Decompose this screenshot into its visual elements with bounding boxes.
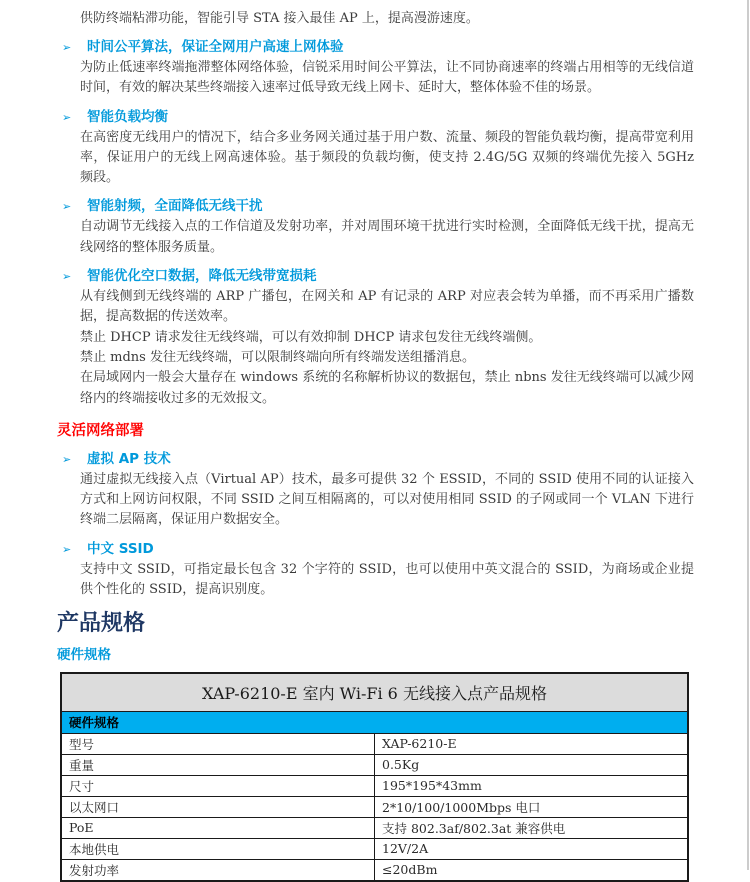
bullet-arrow-icon: ➢ [62,200,72,214]
spec-table-group-row [61,711,688,733]
spec-row-label: 重量 [61,754,375,775]
page-right-edge-divider [747,0,749,870]
bullet-arrow-icon: ➢ [62,41,72,54]
feature-heading [62,37,750,57]
feature-item-virtual-ap [0,449,750,531]
spec-row-value: 0.5Kg [375,754,689,775]
spec-row-value: 195*195*43mm [375,775,689,796]
spec-row-label: PoE [61,817,375,838]
spec-row-label: 发射功率 [61,859,375,881]
feature-item-load-balancing [0,107,750,189]
spec-table-title: XAP-6210-E 室内 Wi-Fi 6 无线接入点产品规格 [61,673,688,711]
subsection-heading-hardware-spec: 硬件规格 [57,647,111,664]
spec-row-value: 支持 802.3af/802.3at 兼容供电 [375,817,689,838]
table-row-weight [61,754,688,775]
table-row-dimensions [61,775,688,796]
spec-row-label: 以太网口 [61,796,375,817]
feature-heading [62,196,750,216]
feature-paragraph: 禁止 mdns 发往无线终端，可以限制终端向所有终端发送组播消息。 [80,349,475,365]
table-row-tx-power [61,859,688,881]
feature-item-smart-rf [0,196,750,258]
table-row-local-power [61,838,688,859]
feature-heading [62,107,750,127]
bullet-arrow-icon: ➢ [62,270,72,284]
feature-title: 智能优化空口数据，降低无线带宽损耗 [87,268,317,285]
feature-title: 时间公平算法，保证全网用户高速上网体验 [87,39,344,55]
spec-table-title-row [61,673,688,711]
feature-title: 智能负载均衡 [87,108,168,125]
spec-row-label: 本地供电 [61,838,375,859]
feature-paragraph: 自动调节无线接入点的工作信道及发射功率，并对周围环境干扰进行实时检测，全面降低无线干扰，提高无线网络的整体服务质量。 [80,219,694,255]
bullet-arrow-icon: ➢ [62,542,72,556]
feature-paragraph: 禁止 DHCP 请求发往无线终端，可以有效抑制 DHCP 请求包发往无线终端侧。 [80,329,542,345]
bullet-arrow-icon: ➢ [62,110,72,124]
table-row-poe [61,817,688,838]
spec-row-label: 尺寸 [61,775,375,796]
feature-heading [62,539,750,559]
feature-paragraph: 通过虚拟无线接入点（Virtual AP）技术，最多可提供 32 个 ESSID，不同的 SSID 使用不同的认证接入方式和上网访问权限，不同 SSID 之间互相隔离的，可以对使用相同 SSID 的子网或同一个 VLAN 下进行终端二层隔离，保证用户数据安全。 [80,471,694,528]
bullet-arrow-icon: ➢ [62,452,72,466]
intro-paragraph: 供防终端粘滞功能，智能引导 STA 接入最佳 AP 上，提高漫游速度。 [80,11,479,26]
spec-table-group-header: 硬件规格 [61,711,688,733]
spec-row-value: ≤20dBm [375,859,689,881]
table-row-model [61,733,688,754]
feature-heading [62,266,750,286]
spec-row-value: XAP-6210-E [375,733,689,754]
spec-row-value: 12V/2A [375,838,689,859]
feature-item-time-fair-algorithm [0,37,750,99]
table-row-ethernet [61,796,688,817]
feature-item-air-interface-optimization [0,266,750,409]
page-heading-product-spec: 产品规格 [57,611,146,637]
feature-heading [62,449,750,469]
spec-row-label: 型号 [61,733,375,754]
spec-table [60,672,689,882]
feature-title: 虚拟 AP 技术 [87,450,171,467]
feature-paragraph: 为防止低速率终端拖滞整体网络体验，信锐采用时间公平算法，让不同协商速率的终端占用相等的无线信道时间，有效的解决某些终端接入速率过低导致无线上网卡、延时大，整体体验不佳的场景。 [80,60,694,96]
feature-paragraph: 在局域网内一般会大量存在 windows 系统的名称解析协议的数据包，禁止 nbns 发往无线终端可以减少网络内的终端接收过多的无效报文。 [80,370,694,406]
section-heading-flexible-deployment: 灵活网络部署 [57,422,144,439]
feature-title: 智能射频，全面降低无线干扰 [87,198,263,215]
feature-paragraph: 支持中文 SSID，可指定最长包含 32 个字符的 SSID，也可以使用中英文混合的 SSID，为商场或企业提供个性化的 SSID，提高识别度。 [80,561,694,598]
feature-paragraph: 在高密度无线用户的情况下，结合多业务网关通过基于用户数、流量、频段的智能负载均衡，提高带宽利用率，保证用户的无线上网高速体验。基于频段的负载均衡，使支持 2.4G/5G 双频的终端优先接入 5GHz 频段。 [80,129,694,186]
spec-row-value: 2*10/100/1000Mbps 电口 [375,796,689,817]
feature-paragraph: 从有线侧到无线终端的 ARP 广播包，在网关和 AP 有记录的 ARP 对应表会转为单播，而不再采用广播数据，提高数据的传送效率。 [80,289,694,325]
feature-title: 中文 SSID [87,540,154,557]
feature-item-chinese-ssid [0,539,750,601]
